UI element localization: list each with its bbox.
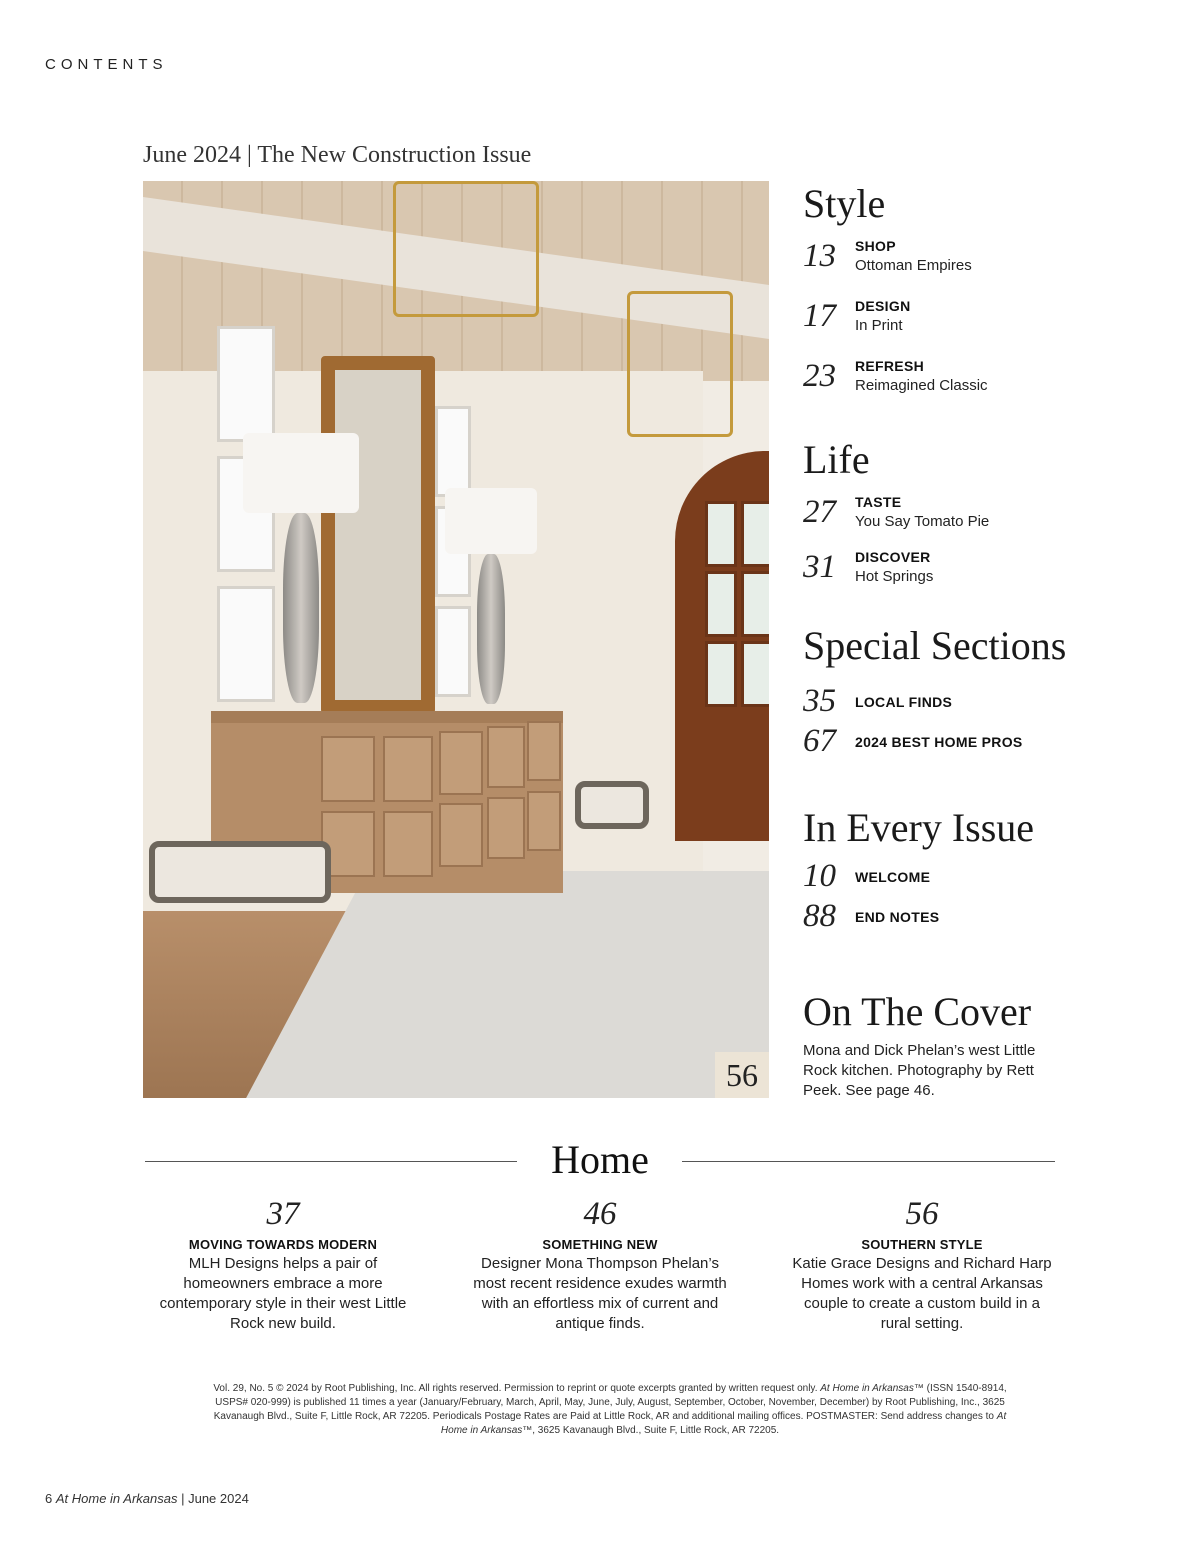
wall-art	[435, 606, 471, 697]
footer-publication: At Home in Arkansas	[55, 1491, 178, 1506]
door-pane	[741, 571, 769, 637]
chest-drawer	[439, 803, 483, 867]
toc-category: 2024 BEST HOME PROS	[855, 734, 1023, 750]
issue-title: June 2024 | The New Construction Issue	[143, 142, 532, 168]
toc-title: Reimagined Classic	[855, 377, 988, 394]
toc-heading-special-sections: Special Sections	[803, 623, 1067, 668]
section-label: CONTENTS	[45, 56, 168, 73]
toc-entry[interactable]	[803, 549, 1103, 593]
toc-entry[interactable]	[803, 494, 1103, 538]
home-feature-description: MLH Designs helps a pair of homeowners embrace a more contemporary style in their west Little Rock new build.	[159, 1255, 407, 1332]
toc-category: DISCOVER	[855, 549, 931, 565]
home-feature-title: MOVING TOWARDS MODERN	[188, 1237, 378, 1252]
lamp-shade	[445, 488, 537, 554]
toc-entry[interactable]	[803, 723, 1103, 767]
door-pane	[741, 501, 769, 567]
door-pane	[705, 571, 737, 637]
home-feature[interactable]	[792, 1196, 1052, 1334]
legal-text: Vol. 29, No. 5 © 2024 by Root Publishing, Inc. All rights reserved. Permission to reprint or quote excerpts granted by written request only.	[213, 1383, 821, 1394]
home-feature[interactable]	[153, 1196, 413, 1334]
footer-separator: |	[177, 1491, 189, 1506]
toc-category: DESIGN	[855, 298, 911, 314]
photo-chandelier	[393, 181, 539, 317]
toc-title: Ottoman Empires	[855, 257, 972, 274]
chest-drawer	[487, 797, 525, 859]
home-feature-description: Katie Grace Designs and Richard Harp Homes work with a central Arkansas couple to create a custom build in a rural setting.	[792, 1255, 1052, 1332]
toc-title: Hot Springs	[855, 568, 934, 585]
wall-art	[217, 326, 275, 442]
door-pane	[741, 641, 769, 707]
door-pane	[705, 641, 737, 707]
toc-page-number: 31	[803, 549, 836, 585]
footer-page-number: 6	[45, 1491, 53, 1506]
home-feature[interactable]	[470, 1196, 730, 1334]
toc-page-number: 10	[803, 858, 836, 894]
toc-category: REFRESH	[855, 358, 924, 374]
photo-page-badge: 56	[715, 1052, 769, 1098]
home-page-number: 46	[583, 1196, 617, 1232]
toc-category: SHOP	[855, 238, 896, 254]
legal-text: (ISSN 1540-8914, USPS# 020-999) is published 11 times a year (January/February, March, April, May, June, July, August, September, October, November, December) by Root Publishing, Inc., 3625 Kavanaugh Blvd., Suite F, Little Rock, AR 72205. Periodicals Postage Rates are Paid at Little Rock, AR and additional mailing offices. POSTMASTER: Send address changes to	[213, 1383, 1007, 1422]
chest-drawer	[487, 726, 525, 788]
toc-heading-every-issue: In Every Issue	[803, 805, 1035, 850]
footer-date: June 2024	[188, 1491, 249, 1506]
cover-photo	[143, 181, 769, 1098]
wall-art	[435, 406, 471, 497]
toc-title: You Say Tomato Pie	[855, 513, 990, 530]
toc-entry[interactable]	[803, 358, 1103, 402]
chest-drawer	[383, 811, 433, 877]
chest-drawer	[439, 731, 483, 795]
chest-drawer	[321, 736, 375, 802]
toc-entry[interactable]	[803, 898, 1103, 942]
home-heading: Home	[551, 1137, 649, 1182]
home-feature-description: Designer Mona Thompson Phelan’s most recent residence exudes warmth with an effortless mix of current and antique finds.	[473, 1255, 727, 1332]
photo-mirror	[321, 356, 435, 714]
toc-page-number: 17	[803, 298, 836, 334]
toc-page-number: 13	[803, 238, 836, 274]
toc-category: WELCOME	[855, 869, 931, 885]
door-pane	[705, 501, 737, 567]
toc-heading-style: Style	[803, 181, 886, 226]
toc-page-number: 23	[803, 358, 836, 394]
toc-page-number: 67	[803, 723, 836, 759]
toc-category: TASTE	[855, 494, 902, 510]
wall-art	[217, 586, 275, 702]
cover-description: Mona and Dick Phelan’s west Little Rock kitchen. Photography by Rett Peek. See page 46.	[803, 1042, 1036, 1099]
publication-name: At Home in Arkansas™	[820, 1383, 924, 1394]
toc-entry[interactable]	[803, 858, 1103, 902]
toc-heading-on-the-cover: On The Cover	[803, 989, 1032, 1034]
photo-chandelier	[627, 291, 733, 437]
toc-entry[interactable]	[803, 238, 1103, 282]
chest-drawer	[527, 791, 561, 851]
toc-page-number: 88	[803, 898, 836, 934]
legal-notice	[200, 1382, 1020, 1438]
toc-heading-life: Life	[803, 437, 870, 482]
legal-text: , 3625 Kavanaugh Blvd., Suite F, Little Rock, AR 72205.	[532, 1425, 780, 1436]
lamp-base	[477, 554, 505, 704]
toc-entry[interactable]	[803, 298, 1103, 342]
lamp-base	[283, 513, 319, 703]
home-feature-title: SOMETHING NEW	[542, 1237, 658, 1252]
toc-entry[interactable]	[803, 683, 1103, 727]
chest-drawer	[383, 736, 433, 802]
toc-title: In Print	[855, 317, 903, 334]
home-page-number: 37	[266, 1196, 300, 1232]
photo-chair	[575, 781, 649, 829]
publication-name: At Home in Arkansas™	[440, 1411, 1007, 1436]
chest-drawer	[527, 721, 561, 781]
toc-page-number: 35	[803, 683, 836, 719]
page-footer	[45, 1491, 249, 1506]
toc-page-number: 27	[803, 494, 836, 530]
lamp-shade	[243, 433, 359, 513]
toc-category: LOCAL FINDS	[855, 694, 953, 710]
home-feature-title: SOUTHERN STYLE	[861, 1237, 983, 1252]
toc-category: END NOTES	[855, 909, 940, 925]
home-page-number: 56	[905, 1196, 939, 1232]
photo-chair	[149, 841, 331, 903]
